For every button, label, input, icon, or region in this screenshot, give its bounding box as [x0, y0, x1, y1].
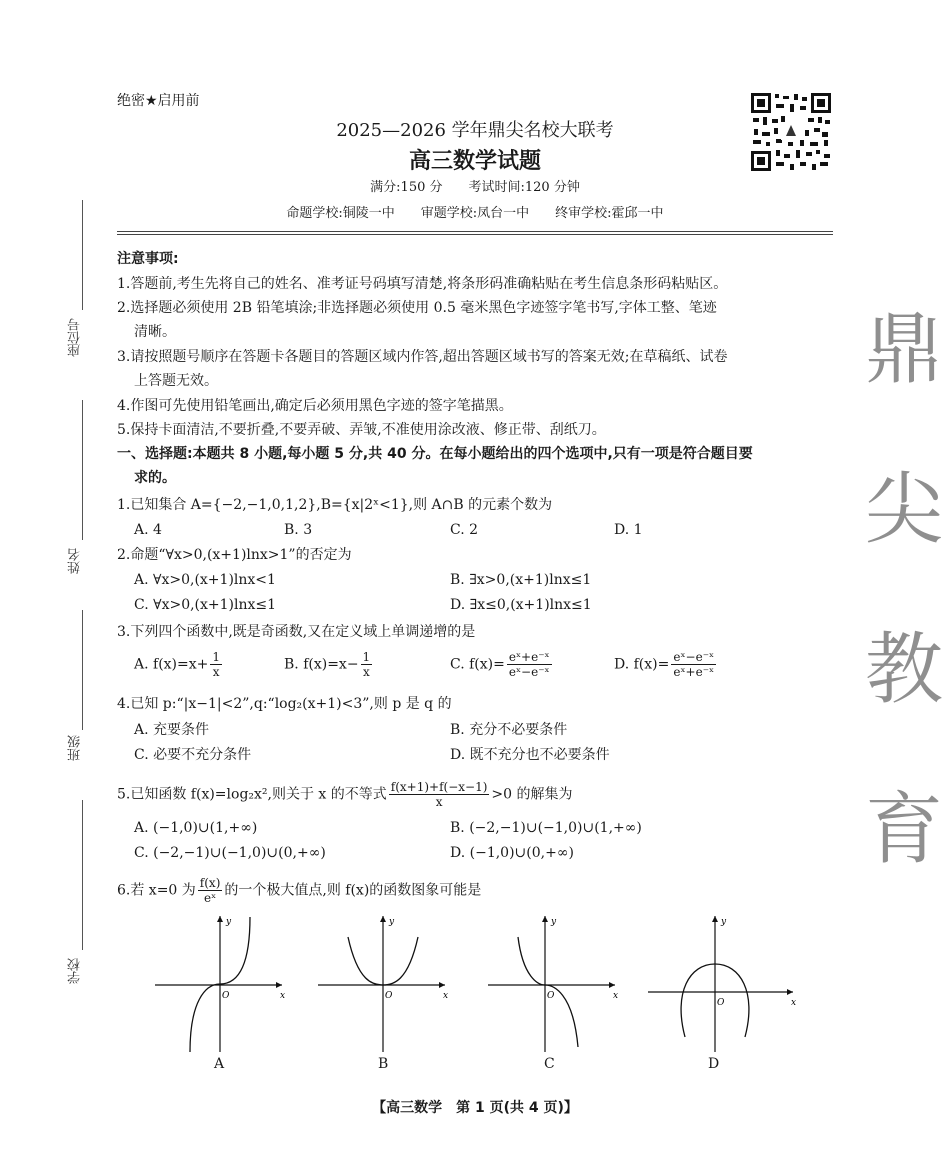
question-stem: 3.下列四个函数中,既是奇函数,又在定义域上单调递增的是 [117, 624, 476, 640]
option-c: C. (−2,−1)∪(−1,0)∪(0,+∞) [134, 845, 326, 861]
axis-x-label: x [791, 998, 797, 1008]
note-item: 4.作图可先使用铅笔画出,确定后必须用黑色字迹的签字笔描黑。 [117, 398, 513, 414]
graph-label: B [378, 1056, 389, 1072]
option-a: A. (−1,0)∪(1,+∞) [134, 820, 258, 836]
school-info: 命题学校:铜陵一中 审题学校:凤台一中 终审学校:霍邱一中 [286, 206, 664, 221]
fraction [198, 876, 223, 905]
option-a: A. 4 [134, 522, 162, 538]
option-a-prefix: A. f(x)=x+ [134, 656, 209, 673]
stem-suffix: 的一个极大值点,则 f(x)的函数图象可能是 [224, 882, 482, 899]
numerator: eˣ−e⁻ˣ [673, 650, 715, 664]
question-stem: 2.命题“∀x>0,(x+1)lnx>1”的否定为 [117, 547, 352, 563]
qr-code-icon [750, 92, 832, 172]
option-d: D. 1 [614, 522, 643, 538]
origin-label: O [222, 991, 230, 1001]
option-c [450, 650, 554, 679]
denominator: x [435, 795, 443, 809]
watermark-char: 尖 [865, 465, 944, 555]
axis-x-label: x [280, 991, 286, 1001]
graph-label: D [708, 1056, 720, 1072]
note-item: 2.选择题必须使用 2B 铅笔填涂;非选择题必须使用 0.5 毫米黑色字迹签字笔书写,字体工整、笔迹 [117, 300, 717, 316]
class-label: 班级 [68, 735, 83, 761]
fraction [210, 650, 222, 679]
fraction [389, 780, 490, 809]
option-a [134, 650, 224, 679]
section-heading: 求的。 [134, 470, 176, 486]
denominator: eˣ−e⁻ˣ [508, 665, 550, 679]
side-rule [82, 610, 83, 730]
axis-y-label: y [389, 917, 395, 927]
numerator: f(x) [199, 876, 221, 890]
question-stem [117, 876, 481, 905]
numerator: 1 [362, 650, 371, 664]
notes-heading: 注意事项: [117, 251, 179, 267]
option-b [284, 650, 374, 679]
stem-prefix: 5.已知函数 f(x)=log₂x²,则关于 x 的不等式 [117, 786, 387, 803]
name-label: 姓名 [68, 548, 83, 574]
note-item: 清晰。 [134, 324, 176, 340]
side-rule [82, 400, 83, 540]
question-stem [117, 780, 573, 809]
option-d-prefix: D. f(x)= [614, 656, 670, 673]
fraction [671, 650, 716, 679]
seat-number-label: 座位号 [68, 318, 83, 357]
fraction [361, 650, 373, 679]
graph-c [483, 912, 623, 1057]
option-b: B. (−2,−1)∪(−1,0)∪(1,+∞) [450, 820, 642, 836]
note-item: 3.请按照题号顺序在答题卡各题目的答题区域内作答,超出答题区域书写的答案无效;在草稿纸、试卷 [117, 349, 728, 365]
axis-x-label: x [613, 991, 619, 1001]
graph-a [150, 912, 290, 1057]
confidential-label: 绝密★启用前 [117, 93, 200, 109]
option-a: A. 充要条件 [134, 722, 210, 738]
watermark-char: 鼎 [865, 305, 944, 395]
option-a: A. ∀x>0,(x+1)lnx<1 [134, 572, 276, 588]
stem-prefix: 6.若 x=0 为 [117, 882, 196, 899]
page-title: 高三数学试题 [408, 148, 541, 174]
watermark-char: 育 [865, 785, 944, 875]
option-d: D. ∃x≤0,(x+1)lnx≤1 [450, 597, 592, 613]
origin-label: O [717, 998, 725, 1008]
denominator: x [362, 665, 370, 679]
side-rule [82, 200, 83, 310]
option-b: B. 充分不必要条件 [450, 722, 568, 738]
numerator: 1 [212, 650, 221, 664]
note-item: 1.答题前,考生先将自己的姓名、准考证号码填写清楚,将条形码准确粘贴在考生信息条形码粘贴区。 [117, 276, 728, 292]
option-b: B. 3 [284, 522, 313, 538]
page-footer: 【高三数学 第 1 页(共 4 页)】 [372, 1100, 578, 1116]
option-c: C. 必要不充分条件 [134, 747, 252, 763]
option-d: D. 既不充分也不必要条件 [450, 747, 610, 763]
option-c-prefix: C. f(x)= [450, 656, 505, 673]
axis-y-label: y [551, 917, 557, 927]
exam-name: 2025—2026 学年鼎尖名校大联考 [336, 120, 614, 141]
option-b-prefix: B. f(x)=x− [284, 656, 359, 673]
graph-b [313, 912, 453, 1057]
question-stem: 1.已知集合 A={−2,−1,0,1,2},B={x|2ˣ<1},则 A∩B 的元素个数为 [117, 497, 553, 513]
denominator: eˣ+e⁻ˣ [673, 665, 715, 679]
question-stem: 4.已知 p:“|x−1|<2”,q:“log₂(x+1)<3”,则 p 是 q 的 [117, 696, 452, 712]
school-label: 学校 [68, 958, 83, 984]
graph-label: C [544, 1056, 555, 1072]
stem-suffix: >0 的解集为 [491, 786, 573, 803]
axis-x-label: x [443, 991, 449, 1001]
graph-d [645, 912, 800, 1057]
graph-label: A [214, 1056, 225, 1072]
score-time: 满分:150 分 考试时间:120 分钟 [370, 180, 580, 195]
denominator: x [212, 665, 220, 679]
numerator: eˣ+e⁻ˣ [508, 650, 550, 664]
numerator: f(x+1)+f(−x−1) [390, 780, 488, 794]
option-d [614, 650, 718, 679]
axis-y-label: y [226, 917, 232, 927]
side-rule [82, 800, 83, 950]
note-item: 5.保持卡面清洁,不要折叠,不要弄破、弄皱,不准使用涂改液、修正带、刮纸刀。 [117, 422, 606, 438]
origin-label: O [547, 991, 555, 1001]
option-c: C. ∀x>0,(x+1)lnx≤1 [134, 597, 277, 613]
section-heading: 一、选择题:本题共 8 小题,每小题 5 分,共 40 分。在每小题给出的四个选项中,只有一项是符合题目要 [117, 446, 753, 462]
note-item: 上答题无效。 [134, 373, 218, 389]
axis-y-label: y [721, 917, 727, 927]
watermark-char: 教 [865, 625, 944, 715]
option-d: D. (−1,0)∪(0,+∞) [450, 845, 574, 861]
header-rule-bottom [117, 234, 833, 235]
option-c: C. 2 [450, 522, 479, 538]
origin-label: O [385, 991, 393, 1001]
option-b: B. ∃x>0,(x+1)lnx≤1 [450, 572, 592, 588]
denominator: eˣ [203, 891, 217, 905]
header-rule-top [117, 231, 833, 232]
fraction [507, 650, 552, 679]
